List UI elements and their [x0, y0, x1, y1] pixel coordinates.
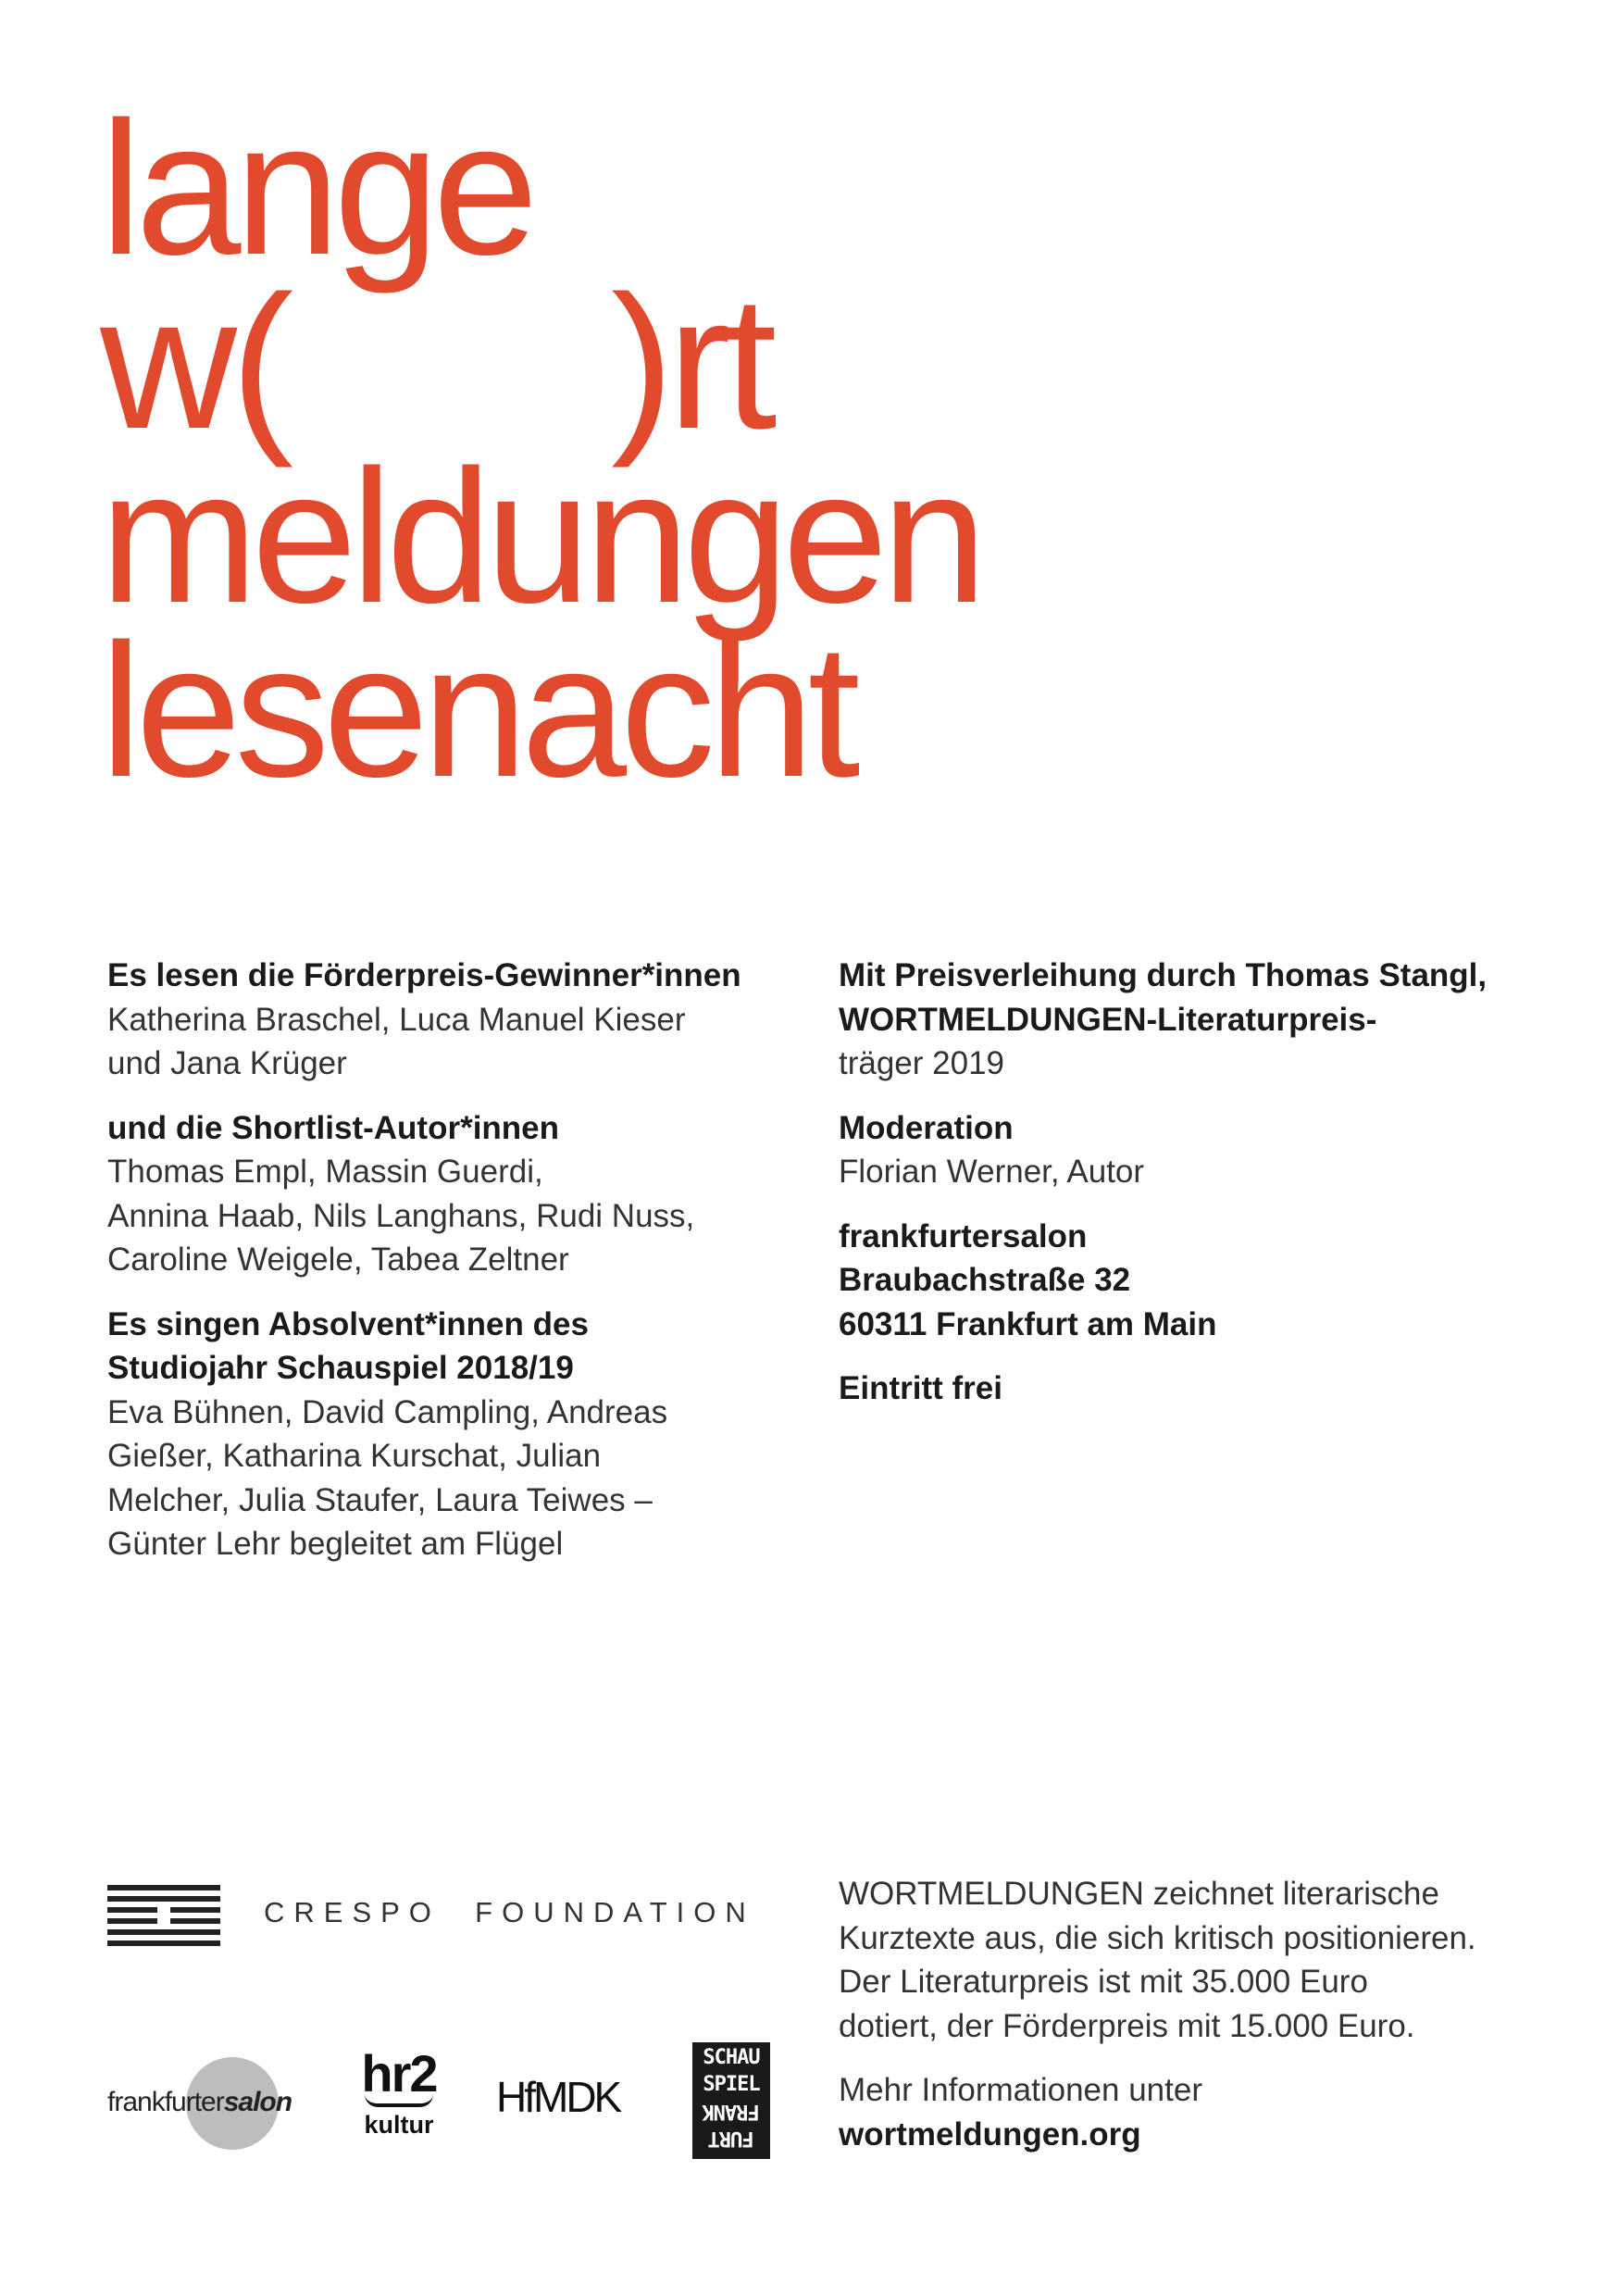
prize-description: [839, 1872, 1542, 2048]
poster-title: [100, 82, 981, 817]
venue-line: frankfurtersalon: [839, 1217, 1088, 1254]
title-line-1: lange: [100, 82, 532, 294]
singers-heading: Es singen Absolvent*innen des: [107, 1305, 589, 1342]
prize-info: [839, 1872, 1542, 2177]
admission-text: Eintritt frei: [839, 1370, 1002, 1406]
schauspiel-logo-line: SPIEL: [703, 2073, 760, 2096]
moderation-heading: Moderation: [839, 1109, 1014, 1146]
shortlist-line: Caroline Weigele, Tabea Zeltner: [107, 1242, 569, 1278]
frankfurtersalon-part2: salon: [223, 2087, 292, 2117]
venue-line: Braubachstraße 32: [839, 1262, 1131, 1298]
moderation-section: [839, 1106, 1542, 1194]
prize-line: WORTMELDUNGEN zeichnet literarische: [839, 1876, 1439, 1912]
singers-line: Eva Bühnen, David Campling, Andreas: [107, 1393, 668, 1430]
crespo-foundation-logo-icon: [107, 1885, 220, 1950]
more-info: [839, 2068, 1542, 2156]
award-line: WORTMELDUNGEN-Literaturpreis-: [839, 1001, 1377, 1038]
event-details-column: [839, 954, 1542, 1431]
frankfurtersalon-wordmark: [107, 2087, 292, 2118]
crespo-foundation-wordmark: CRESPO FOUNDATION: [264, 1896, 755, 1928]
frankfurtersalon-part1: frankfurter: [107, 2087, 224, 2117]
admission-section: [839, 1366, 1542, 1411]
schauspiel-logo-line: SCHAU: [703, 2046, 760, 2069]
shortlist-line: Thomas Empl, Massin Guerdi,: [107, 1154, 543, 1190]
frankfurtersalon-logo: [107, 2057, 302, 2140]
title-line-2: w( )rt: [100, 256, 771, 468]
schauspiel-logo-line: FRANK: [703, 2100, 760, 2123]
award-line: träger 2019: [839, 1045, 1005, 1081]
prize-line: dotiert, der Förderpreis mit 15.000 Euro.: [839, 2007, 1415, 2044]
singers-section: [107, 1303, 829, 1566]
title-line-4: lesenacht: [100, 605, 854, 817]
award-line: Mit Preisverleihung durch Thomas Stangl,: [839, 957, 1487, 993]
hr2-kultur-logo: [357, 2044, 441, 2150]
award-section: [839, 954, 1542, 1086]
hfmdk-logo: HfMDK: [496, 2073, 620, 2121]
hr2-kultur-label: kultur: [364, 2111, 434, 2139]
schauspiel-frankfurt-logo: [692, 2042, 770, 2159]
singers-line: Günter Lehr begleitet am Flügel: [107, 1526, 564, 1562]
more-info-text: Mehr Informationen unter: [839, 2072, 1202, 2108]
website-link[interactable]: wortmeldungen.org: [839, 2115, 1141, 2152]
readers-line: Katherina Braschel, Luca Manuel Kieser: [107, 1001, 686, 1038]
singers-heading: Studiojahr Schauspiel 2018/19: [107, 1350, 574, 1386]
readers-section: [107, 954, 829, 1086]
venue-section: [839, 1215, 1542, 1347]
shortlist-heading: und die Shortlist-Autor*innen: [107, 1109, 560, 1146]
title-line-3: meldungen: [100, 430, 981, 643]
readers-line: und Jana Krüger: [107, 1045, 347, 1081]
prize-line: Kurztexte aus, die sich kritisch positionieren.: [839, 1919, 1476, 1956]
readers-heading: Es lesen die Förderpreis-Gewinner*innen: [107, 957, 741, 993]
singers-line: Melcher, Julia Staufer, Laura Teiwes –: [107, 1481, 653, 1518]
participants-column: [107, 954, 829, 1587]
shortlist-line: Annina Haab, Nils Langhans, Rudi Nuss,: [107, 1197, 695, 1234]
shortlist-section: [107, 1106, 829, 1282]
singers-line: Gießer, Katharina Kurschat, Julian: [107, 1438, 602, 1474]
prize-line: Der Literaturpreis ist mit 35.000 Euro: [839, 1964, 1368, 2000]
moderation-text: Florian Werner, Autor: [839, 1154, 1145, 1190]
venue-line: 60311 Frankfurt am Main: [839, 1305, 1217, 1342]
hr2-wordmark: hr2: [361, 2044, 437, 2103]
schauspiel-logo-line: FURT: [708, 2127, 754, 2150]
